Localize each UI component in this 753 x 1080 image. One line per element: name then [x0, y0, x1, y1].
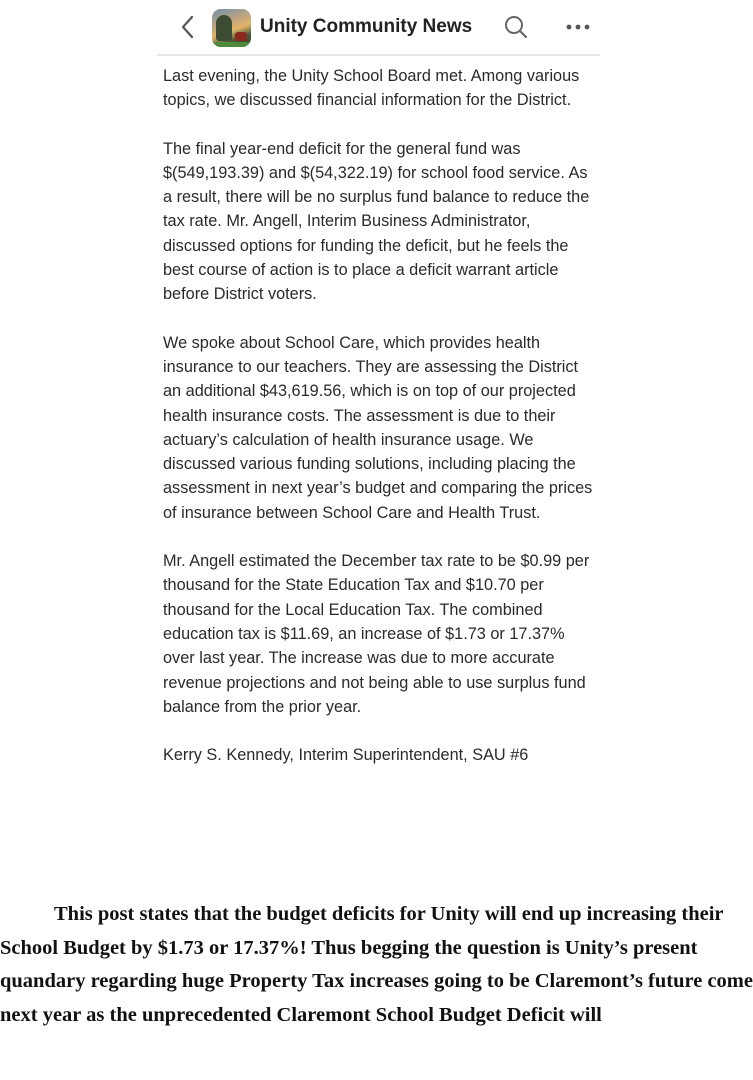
- grass-shape: [212, 42, 251, 47]
- page-title[interactable]: Unity Community News: [260, 16, 473, 37]
- commentary-paragraph: This post states that the budget deficits for Unity will end up increasing their School Budget by $1.73 or 17.37%! Thus begging the question is Unity’s present quandary regarding huge Property Tax increases going to be Claremont’s future come next year as the unprecedented Claremont School Budget Deficit will: [0, 903, 753, 1026]
- more-horizontal-icon[interactable]: [565, 17, 591, 37]
- document-commentary: [0, 898, 753, 1032]
- chevron-left-icon[interactable]: [175, 12, 201, 42]
- app-bar: [157, 0, 600, 56]
- post-paragraph: We spoke about School Care, which provides health insurance to our teachers. They are assessing the District an additional $43,619.56, which is on top of our projected health insurance costs. The assessment is due to their actuary’s calculation of health insurance usage. We discussed various funding solutions, including placing the assessment in next year’s budget and comparing the prices of insurance between School Care and Health Trust.: [163, 333, 593, 522]
- barn-shape: [235, 32, 247, 41]
- tree-shape: [216, 15, 232, 41]
- search-icon[interactable]: [503, 14, 529, 40]
- post-signature: Kerry S. Kennedy, Interim Superintendent, SAU #6: [163, 746, 529, 765]
- post-body: [157, 56, 600, 767]
- facebook-post-screenshot: [157, 0, 600, 890]
- page-avatar[interactable]: [212, 9, 251, 47]
- post-paragraph: The final year-end deficit for the general fund was $(549,193.39) and $(54,322.19) for school food service. As a result, there will be no surplus fund balance to reduce the tax rate. Mr. Angell, Interim Business Administrator, discussed options for funding the deficit, but he feels the best course of action is to place a deficit warrant article before District voters.: [163, 139, 590, 304]
- post-paragraph: Mr. Angell estimated the December tax rate to be $0.99 per thousand for the State Education Tax and $10.70 per thousand for the Local Education Tax. The combined education tax is $11.69, an increase of $1.73 or 17.37% over last year. The increase was due to more accurate revenue projections and not being able to use surplus fund balance from the prior year.: [163, 552, 590, 716]
- post-paragraph: Last evening, the Unity School Board met. Among various topics, we discussed financial information for the District.: [163, 67, 580, 110]
